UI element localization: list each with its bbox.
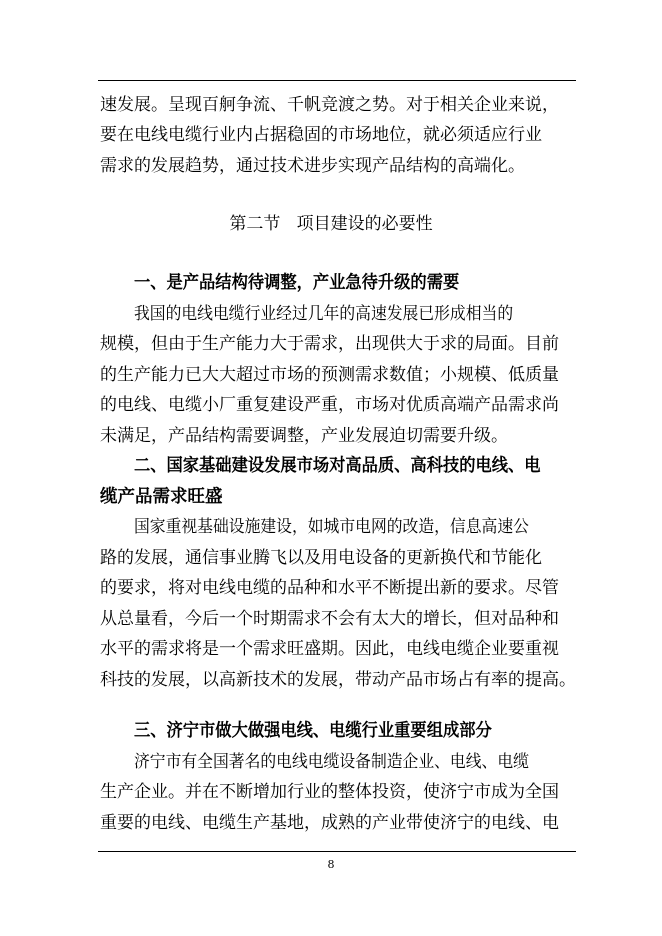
section-title: 第二节 项目建设的必要性 <box>229 214 433 234</box>
paragraph-continuation-line-3: 需求的发展趋势，通过技术进步实现产品结构的高端化。 <box>100 156 525 176</box>
section-3-body-line-3: 重要的电线、电缆生产基地，成熟的产业带使济宁的电线、电 <box>100 813 559 833</box>
section-3-body-line-2: 生产企业。并在不断增加行业的整体投资，使济宁市成为全国 <box>100 782 559 802</box>
section-2-heading-line-2: 缆产品需求旺盛 <box>100 487 223 507</box>
section-2-body-line-5: 水平的需求将是一个需求旺盛期。因此，电线电缆企业要重视 <box>100 639 559 659</box>
section-1-body-line-1: 我国的电线电缆行业经过几年的高速发展已形成相当的 <box>134 304 514 324</box>
header-rule <box>98 80 576 81</box>
section-1-body-line-5: 未满足，产品结构需要调整，产业发展迫切需要升级。 <box>100 426 508 446</box>
section-2-body-line-2: 路的发展，通信事业腾飞以及用电设备的更新换代和节能化 <box>100 548 542 568</box>
page-number: 8 <box>327 858 335 871</box>
section-1-body-line-4: 的电线、电缆小厂重复建设严重，市场对优质高端产品需求尚 <box>100 395 559 415</box>
section-2-body-line-4: 从总量看，今后一个时期需求不会有太大的增长，但对品种和 <box>100 609 559 629</box>
section-2-body-line-1: 国家重视基础设施建设，如城市电网的改造，信息高速公 <box>134 517 529 537</box>
section-1-body-line-2: 规模，但由于生产能力大于需求，出现供大于求的局面。目前 <box>100 334 559 354</box>
section-3-body-line-1: 济宁市有全国著名的电线电缆设备制造企业、电线、电缆 <box>134 752 529 772</box>
section-2-heading-line-1: 二、国家基础建设发展市场对高品质、高科技的电线、电 <box>134 456 541 476</box>
paragraph-continuation-line-1: 速发展。呈现百舸争流、千帆竞渡之势。对于相关企业来说， <box>100 95 559 115</box>
footer-rule <box>98 851 576 852</box>
section-3-heading: 三、济宁市做大做强电线、电缆行业重要组成部分 <box>134 721 492 741</box>
section-1-body-line-3: 的生产能力已大大超过市场的预测需求数值；小规模、低质量 <box>100 365 559 385</box>
paragraph-continuation-line-2: 要在电线电缆行业内占据稳固的市场地位，就必须适应行业 <box>100 125 542 145</box>
section-2-body-line-6: 科技的发展，以高新技术的发展，带动产品市场占有率的提高。 <box>100 670 576 690</box>
section-1-heading: 一、是产品结构待调整，产业急待升级的需要 <box>134 273 460 293</box>
section-2-body-line-3: 的要求，将对电线电缆的品种和水平不断提出新的要求。尽管 <box>100 578 559 598</box>
